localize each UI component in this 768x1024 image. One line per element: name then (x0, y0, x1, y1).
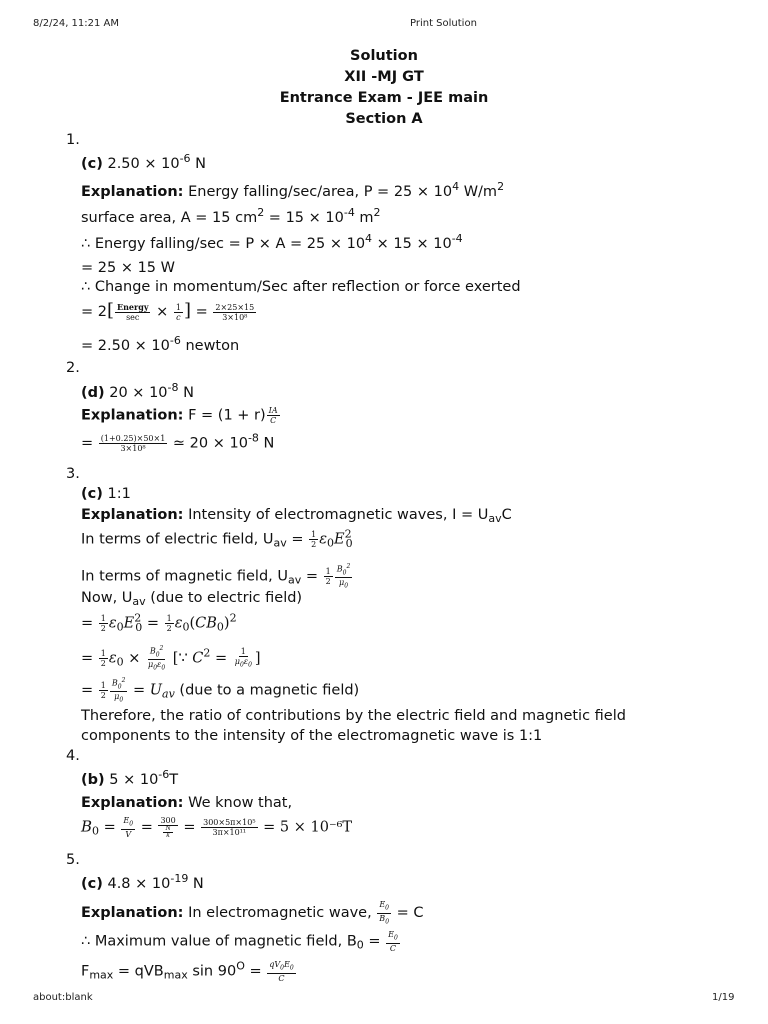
question-number: 4. (66, 748, 80, 764)
question-number: 2. (66, 360, 80, 376)
solution-line: Now, $U_{av}$ (due to electric field) (81, 590, 303, 608)
solution-line: $F_{max} = qVB_{max}$ $\sin 90^O$ = $\frac{qV_0E_0}{C}$ (81, 959, 294, 983)
solution-formula: = $\frac{(1+0.25)\times 50\times 1}{\text{3×10⁸}}$ ≃ $20 \times 10^{-8}$ N (81, 431, 275, 453)
print-datetime: 8/2/24, 11:21 AM (33, 18, 120, 29)
answer-option: (c) (81, 486, 103, 502)
question-number: 5. (66, 852, 80, 868)
answer-line: (c) 1:1 (81, 486, 131, 502)
solution-formula: = $\frac{1}{2}$ $\varepsilon_0E^2_0$ = $\frac{1}{2}$ $\varepsilon_0(CB_0)^2$ (81, 611, 237, 634)
answer-line: (d) $20 \times 10^{-8}$ N (81, 381, 194, 401)
explanation-line: Explanation: In electromagnetic wave, $\frac{E_0}{B_0}$ = C (81, 900, 424, 926)
solution-line: surface area, A = 15 $cm^2 = 15 \times 10^{-4}$ $m^2$ (81, 206, 381, 226)
solution-line: ∴ Energy falling/sec = $P \times A = 25 \times 10^4 \times 15 \times 10^{-4}$ (81, 232, 463, 252)
explanation-label: Explanation: (81, 184, 184, 200)
solution-line: In terms of magnetic field, $U_{av}$ = $\frac{1}{2}$ $\frac{B_0^2}{\mu_0}$ (81, 563, 351, 590)
solution-formula: = $\frac{1}{2}$ $\varepsilon_0$ × $\frac{B_0^2}{\mu_0\varepsilon_0}$ [∵ $C^2$ = $\frac{1}{\mu_0\varepsilon_0}$ ] (81, 645, 261, 672)
answer-line: (b) $5 \times 10^{-6}T$ (81, 768, 179, 788)
solution-formula: $B_0$ = $\frac{E_0}{V}$ = $\frac{300}{\frac{N}{k}}$ = $\frac{\text{300×5π×10⁵}}{\text{3π×10¹¹}}$ = 5 × 10⁻⁶T (81, 816, 353, 839)
explanation-line: Explanation: F = (1 + r) $\frac{IA}{C}$ (81, 406, 278, 425)
explanation-label: Explanation: (81, 407, 184, 424)
solution-line: In terms of electric field, $U_{av}$ = $\frac{1}{2}$ $\varepsilon_0E^2_0$ (81, 527, 353, 550)
explanation-label: Explanation: (81, 795, 184, 811)
question-number: 3. (66, 466, 80, 482)
answer-option: (c) (81, 876, 103, 892)
solution-line: = $2.50 \times 10^{-6}$ newton (81, 334, 240, 354)
explanation-label: Explanation: (81, 507, 184, 523)
answer-line: (c) $2.50 \times 10^{-6}$ N (81, 152, 207, 172)
answer-option: (c) (81, 156, 103, 172)
solution-line: ∴ Maximum value of magnetic field, $B_0$ = $\frac{E_0}{C}$ (81, 930, 398, 953)
explanation-line: Explanation: We know that, (81, 795, 293, 811)
solution-line: ∴ Change in momentum/Sec after reflection or force exerted (81, 279, 521, 295)
solution-line: = 25 × 15 W (81, 260, 175, 276)
title-exam: Entrance Exam - JEE main (279, 90, 489, 106)
answer-option: (b) (81, 772, 105, 788)
title-class: XII -MJ GT (344, 69, 424, 85)
question-number: 1. (66, 132, 80, 148)
explanation-label: Explanation: (81, 905, 184, 922)
footer-page-number: 1/19 (712, 992, 735, 1003)
conclusion-paragraph: Therefore, the ratio of contributions by the electric field and magnetic field components to the intensity of the electromagnetic wave is 1:1 (81, 708, 626, 744)
document-titles (0, 46, 768, 130)
solution-formula: = $\frac{1}{2}$ $\frac{B_0^2}{\mu_0}$ = $U_{av}$ (due to a magnetic field) (81, 677, 360, 704)
answer-line: (c) $4.8 \times 10^{-19}$ N (81, 872, 204, 892)
print-title: Print Solution (410, 18, 477, 29)
title-solution: Solution (350, 48, 418, 64)
footer-url: about:blank (33, 992, 93, 1003)
explanation-line: Explanation: Energy falling/sec/area, $P = 25 \times 10^4$ $W/m^2$ (81, 180, 505, 200)
title-section: Section A (345, 111, 423, 127)
solution-formula: = 2[ $\frac{\text{Energy}}{\sec}$ × $\frac{1}{c}$ ] = $\frac{2\times 25\times 15}{\text{3×10⁸}}$ (81, 300, 255, 322)
answer-option: (d) (81, 385, 105, 401)
explanation-line: Explanation: Intensity of electromagnetic waves, $I = U_{av}C$ (81, 507, 512, 525)
